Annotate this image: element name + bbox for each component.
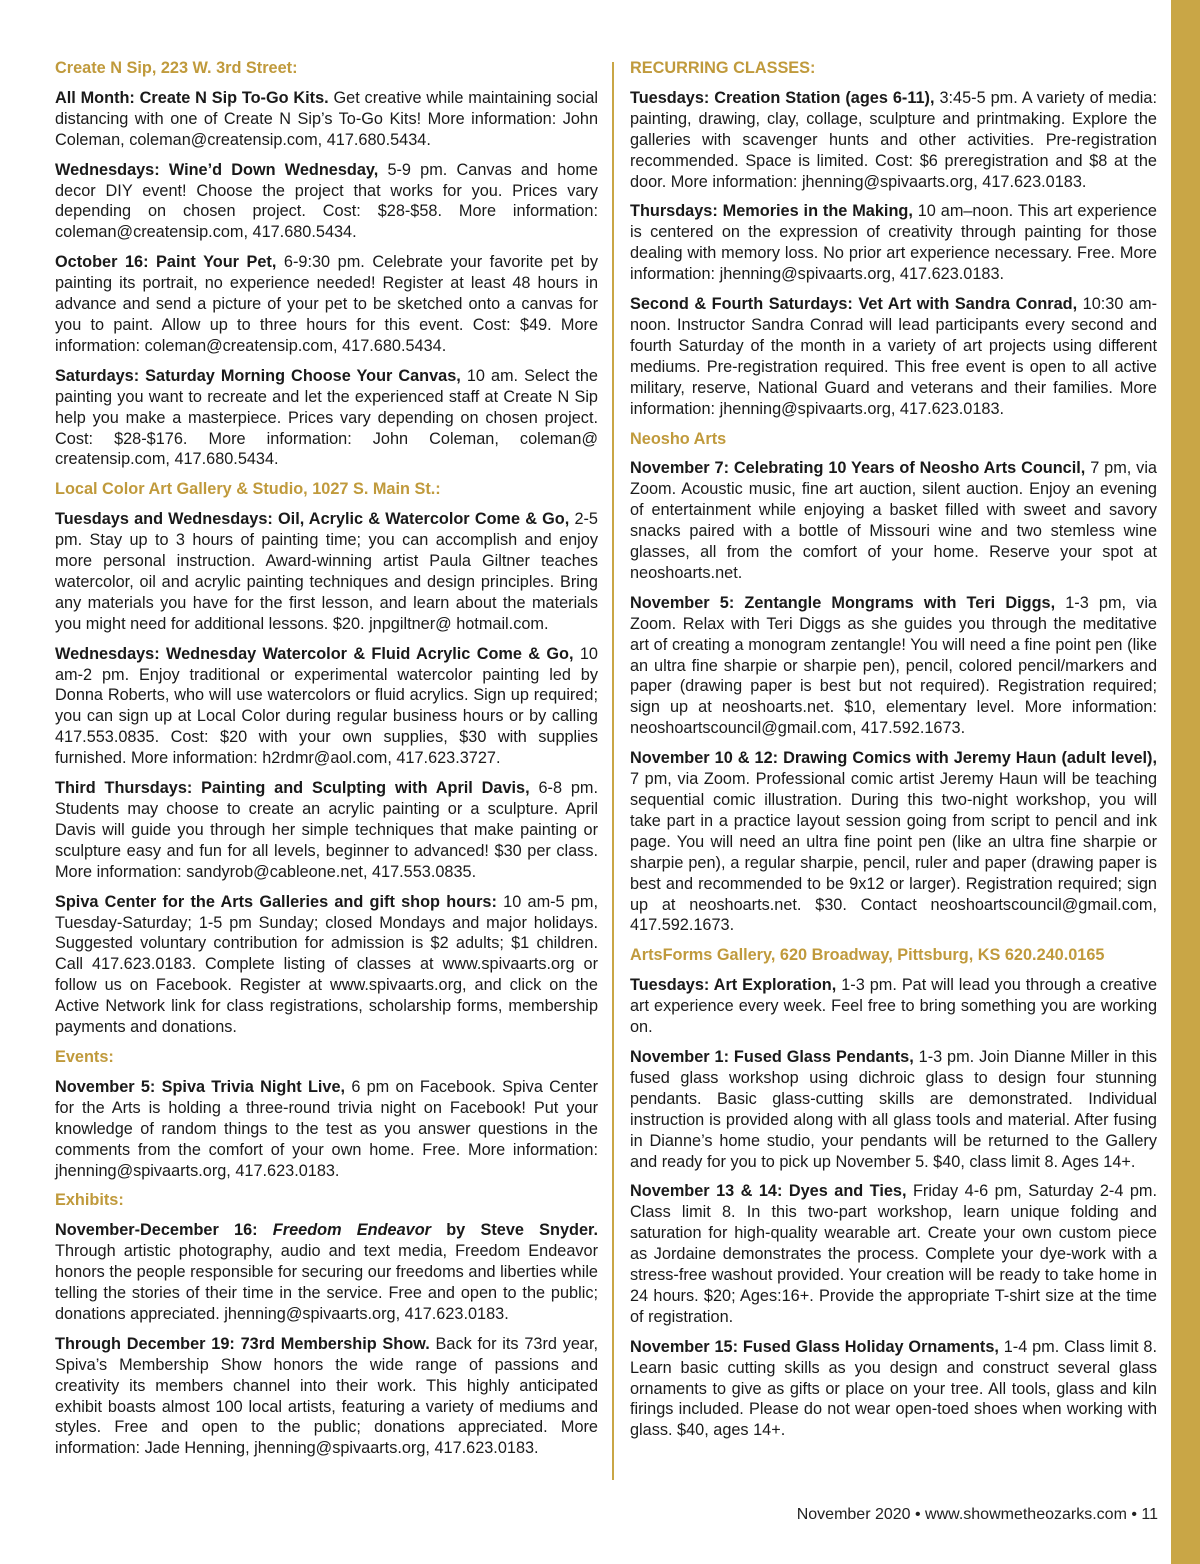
section-heading: Local Color Art Gallery & Studio, 1027 S. Main St.: [55,480,441,499]
event-title: Tuesdays: Creation Station (ages 6-11), [630,88,935,107]
event-entry [55,160,598,244]
event-body: 1-3 pm. Join Dianne Miller in this fused glass workshop using dichroic glass to design four stunning pendants. Basic glass-cutting skills are demonstrated. Individual instruction is provided along with all glass tools and material. After fusing in Dianne’s home studio, your pendants will be returned to the Gallery and ready for you to pick up November 5. $40, class limit 8. Ages 14+. [630,1047,1157,1171]
page-edge-bar [1171,0,1200,1564]
event-title: All Month: Create N Sip To-Go Kits. [55,88,329,107]
right-column [630,58,1157,1450]
event-title: Second & Fourth Saturdays: Vet Art with Sandra Conrad, [630,295,1078,314]
event-body: 1-4 pm. Class limit 8. Learn basic cutting skills as you design and construct several glass ornaments to give as gifts or place on your tree. All tools, glass and kiln firings included. Please do not wear open-toed shoes when working with glass. $40, ages 14+. [630,1337,1157,1440]
event-entry [630,294,1157,419]
event-title: November 7: Celebrating 10 Years of Neosho Arts Council, [630,459,1086,478]
event-entry [630,593,1157,739]
event-entry [55,366,598,471]
event-body: 6-9:30 pm. Celebrate your favorite pet by painting its portrait, no experience needed! Register at least 48 hours in advance and send a picture of your pet to be sketched onto a canvas for you to paint. Allow up to three hours for this event. Cost: $49. More information: coleman@creatensip.com, 417.680.5434. [55,253,598,355]
event-title: November 10 & 12: Drawing Comics with Jeremy Haun (adult level), [630,749,1157,768]
event-body: 7 pm, via Zoom. Professional comic artist Jeremy Haun will be teaching sequential comic illustration. During this two-night workshop, you will take part in a practice layout session going from script to pencil and ink page. You will need an ultra fine point pen (like an ultra fine sharpie or sharpie pen), a regular sharpie, pencil, ruler and paper (drawing paper is best and recommended to be 9x12 or larger). Registration required; sign up at neoshoarts.net. $30. Contact neoshoartscouncil@gmail.com, 417.592.1673. [630,770,1157,935]
event-entry [55,644,598,769]
event-body: 6-8 pm. Students may choose to create an acrylic painting or a sculpture. April Davis will guide you through her simple techniques that make painting or sculpture easy and fun for all levels, beginner to advanced! $30 per class. More information: sandyrob@cableone.net, 417.553.0835. [55,779,598,881]
event-body: 3:45-5 pm. A variety of media: painting, drawing, clay, collage, sculpture and printmaking. Explore the galleries with scavenger hunts and other activities. Pre-registration recommended. Space is limited. Cost: $6 preregistration and $8 at the door. More information: jhenning@spivaarts.org, 417.623.0183. [630,88,1157,191]
event-body: 1-3 pm, via Zoom. Relax with Teri Diggs as she guides you through the meditative art of creating a monogram zentangle! You will need a fine point pen (like an ultra fine sharpie or sharpie pen), pencil, colored pencil/markers and paper (drawing paper is best but not required). Registration required; sign up at neoshoarts.net. $10, elementary level. More information: neoshoartscouncil@gmail.com, 417.592.1673. [630,593,1157,738]
event-body: 5-9 pm. Canvas and home decor DIY event! Choose the project that works for you. Prices vary depending on chosen project. Cost: $28-$58. More information: coleman@creatensip.com, 417.680.5434. [55,160,598,242]
left-column [55,58,598,1468]
event-entry [630,201,1157,285]
event-entry [630,975,1157,1038]
event-title: Wednesdays: Wine’d Down Wednesday, [55,160,379,179]
event-body: 10 am-2 pm. Enjoy traditional or experimental watercolor painting led by Donna Roberts, who will use watercolors or fluid acrylics. Sign up required; you can sign up at Local Color during regular business hours or by calling 417.553.0835. Cost: $20 with your own supplies, $30 with supplies furnished. More information: h2rdmr@aol.com, 417.623.3727. [55,644,598,768]
event-body: 10 am. Select the painting you want to recreate and let the experienced staff at Create N Sip help you make a masterpiece. Prices vary depending on chosen project. Cost: $28-$176. More information: John Coleman, coleman@ creatensip.com, 417.680.5434. [55,366,598,469]
exhibit-title-italic: Freedom Endeavor [272,1221,431,1240]
event-entry [55,1220,598,1325]
column-divider [612,62,614,1480]
event-entry [630,1337,1157,1442]
event-title: November-December 16: Freedom Endeavor by Steve Snyder. [55,1221,598,1240]
section-heading: Exhibits: [55,1191,124,1210]
event-title: November 5: Spiva Trivia Night Live, [55,1077,346,1096]
event-title: Tuesdays: Art Exploration, [630,976,837,995]
event-body: Friday 4-6 pm, Saturday 2-4 pm. Class limit 8. In this two-part workshop, learn unique folding and saturation for high-quality wearable art. Create your own custom piece as Jordaine demonstrates the process. Complete your dye-work with a stress-free washout provided. Your creation will be ready to take home in 24 hours. $20; Ages:16+. Provide the appropriate T-shirt size at the time of registration. [630,1182,1158,1326]
event-body: 10:30 am-noon. Instructor Sandra Conrad will lead participants every second and fourth Saturday of the month in a variety of art projects using different mediums. Pre-registration required. This free event is open to all active military, reserve, National Guard and veterans and their families. More information: jhenning@spivaarts.org, 417.623.0183. [630,295,1157,418]
event-entry [55,1334,598,1459]
event-entry [630,458,1157,583]
event-body: 10 am–noon. This art experience is centered on the expression of creativity through painting for those dealing with memory loss. No prior art experience necessary. Free. More information: jhenning@spivaarts.org, 417.623.0183. [630,202,1157,284]
event-title: Wednesdays: Wednesday Watercolor & Fluid Acrylic Come & Go, [55,644,574,663]
event-title: October 16: Paint Your Pet, [55,253,277,272]
event-entry [630,1047,1157,1172]
event-title: Spiva Center for the Arts Galleries and gift shop hours: [55,892,497,911]
event-body: 6 pm on Facebook. Spiva Center for the Arts is holding a three-round trivia night on Facebook! Put your knowledge of random things to the test as you answer questions in the comments from the comfort of your own home. Free. More information: jhenning@spivaarts.org, 417.623.0183. [55,1077,598,1180]
section-heading: RECURRING CLASSES: [630,59,816,77]
event-entry [630,748,1157,936]
event-entry [55,778,598,883]
event-body: Back for its 73rd year, Spiva’s Membership Show honors the wide range of passions and creativity its members channel into their work. This highly anticipated exhibit boasts almost 100 local artists, featuring a variety of mediums and styles. Free and open to the public; donations appreciated. More information: Jade Henning, jhenning@spivaarts.org, 417.623.0183. [55,1334,598,1458]
event-entry [630,88,1157,193]
event-body: Through artistic photography, audio and text media, Freedom Endeavor honors the people responsible for securing our freedoms and liberties while telling the stories of their time in the service. Free and open to the public; donations appreciated. jhenning@spivaarts.org, 417.623.0183. [55,1242,598,1323]
event-entry [55,252,598,357]
section-heading: Events: [55,1047,114,1066]
event-body: 2-5 pm. Stay up to 3 hours of painting time; you can accomplish and enjoy more personal instruction. Award-winning artist Paula Giltner teaches watercolor, oil and acrylic painting techniques and design principles. Bring any materials you have for the first lesson, and learn about the materials you might need for additional lessons. $20. jnpgiltner@ hotmail.com. [55,510,598,633]
event-title: November 15: Fused Glass Holiday Ornaments, [630,1337,999,1356]
event-title: November 1: Fused Glass Pendants, [630,1047,914,1066]
event-entry [55,1077,598,1182]
event-body: 10 am-5 pm, Tuesday-Saturday; 1-5 pm Sunday; closed Mondays and major holidays. Suggested voluntary contribution for admission is $2 adults; $1 children. Call 417.623.0183. Complete listing of classes at www.spivaarts.org or follow us on Facebook. Register at www.spivaarts.org, and click on the Active Network link for class registrations, scholarship forms, membership payments and donations. [55,892,598,1037]
page-footer: November 2020 • www.showmetheozarks.com • 11 [796,1506,1158,1523]
event-title: Thursdays: Memories in the Making, [630,202,913,221]
event-title: Third Thursdays: Painting and Sculpting with April Davis, [55,779,530,798]
section-heading: Neosho Arts [630,429,727,448]
event-entry [630,1181,1157,1327]
event-entry [55,892,598,1038]
event-title: November 5: Zentangle Mongrams with Teri Diggs, [630,593,1056,612]
event-body: Get creative while maintaining social distancing with one of Create N Sip’s To-Go Kits! More information: John Coleman, coleman@creatensip.com, 417.680.5434. [55,88,598,149]
event-title: Through December 19: 73rd Membership Show. [55,1334,430,1353]
event-body: 1-3 pm. Pat will lead you through a creative art experience every week. Feel free to bring something you are working on. [630,976,1157,1037]
section-heading: Create N Sip, 223 W. 3rd Street: [55,59,298,77]
event-title: Saturdays: Saturday Morning Choose Your Canvas, [55,366,461,385]
event-title: November 13 & 14: Dyes and Ties, [630,1182,907,1201]
event-entry [55,88,598,151]
section-heading: ArtsForms Gallery, 620 Broadway, Pittsburg, KS 620.240.0165 [630,946,1105,965]
event-title: Tuesdays and Wednesdays: Oil, Acrylic & Watercolor Come & Go, [55,510,570,529]
event-entry [55,509,598,634]
event-body: 7 pm, via Zoom. Acoustic music, fine art auction, silent auction. Enjoy an evening of entertainment while enjoying a basket filled with sweet and savory snacks paired with a bottle of Missouri wine and two stemless wine glasses, all from the comfort of your home. Reserve your spot at neoshoarts.net. [630,459,1157,582]
